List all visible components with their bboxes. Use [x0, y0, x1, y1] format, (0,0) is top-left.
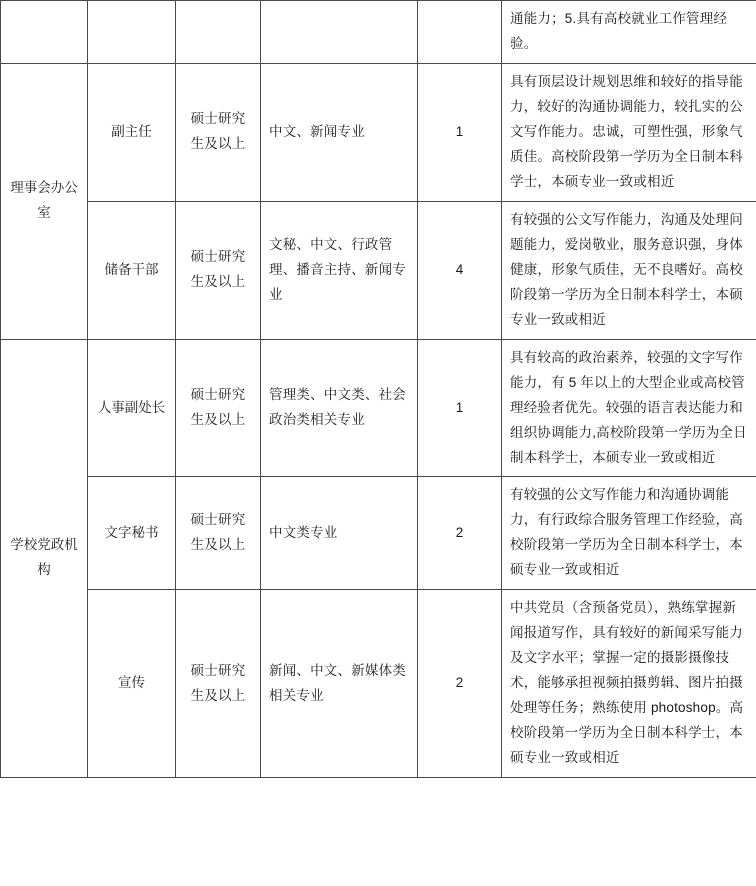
table-row: [1, 590, 756, 778]
cell-post: 储备干部: [88, 201, 176, 339]
cell-post: 宣传: [88, 590, 176, 778]
cell-requirements: 中共党员（含预备党员），熟练掌握新闻报道写作，具有较好的新闻采写能力及文字水平；掌握一定的摄影摄像技术，能够承担视频拍摄剪辑、图片拍摄处理等任务；熟练使用 photoshop。高校阶段第一学历为全日制本科学士，本硕专业一致或相近: [502, 590, 756, 778]
cell-dept: 学校党政机构: [1, 339, 88, 778]
cell-requirements: 具有顶层设计规划思维和较好的指导能力，较好的沟通协调能力，较扎实的公文写作能力。忠诚，可塑性强，形象气质佳。高校阶段第一学历为全日制本科学士，本硕专业一致或相近: [502, 63, 756, 201]
cell-major: [261, 1, 418, 64]
cell-major: 中文类专业: [261, 477, 418, 590]
cell-requirements: 具有较高的政治素养，较强的文字写作能力，有 5 年以上的大型企业或高校管理经验者优先。较强的语言表达能力和组织协调能力,高校阶段第一学历为全日制本科学士，本硕专业一致或相近: [502, 339, 756, 477]
cell-number: 4: [418, 201, 502, 339]
cell-post: [88, 1, 176, 64]
cell-requirements: 有较强的公文写作能力和沟通协调能力，有行政综合服务管理工作经验，高校阶段第一学历为全日制本科学士，本硕专业一致或相近: [502, 477, 756, 590]
cell-number: 2: [418, 477, 502, 590]
cell-dept: 理事会办公室: [1, 63, 88, 339]
cell-number: [418, 1, 502, 64]
cell-post: 副主任: [88, 63, 176, 201]
cell-edu: 硕士研究生及以上: [176, 63, 261, 201]
cell-number: 1: [418, 339, 502, 477]
cell-edu: [176, 1, 261, 64]
cell-requirements: 通能力；5.具有高校就业工作管理经验。: [502, 1, 756, 64]
table-row: [1, 339, 756, 477]
cell-major: 中文、新闻专业: [261, 63, 418, 201]
table-row: [1, 201, 756, 339]
cell-major: 文秘、中文、行政管理、播音主持、新闻专业: [261, 201, 418, 339]
cell-requirements: 有较强的公文写作能力，沟通及处理问题能力，爱岗敬业，服务意识强，身体健康，形象气质佳，无不良嗜好。高校阶段第一学历为全日制本科学士，本硕专业一致或相近: [502, 201, 756, 339]
cell-number: 2: [418, 590, 502, 778]
table-row: [1, 1, 756, 64]
cell-major: 管理类、中文类、社会政治类相关专业: [261, 339, 418, 477]
cell-edu: 硕士研究生及以上: [176, 201, 261, 339]
cell-number: 1: [418, 63, 502, 201]
cell-dept: [1, 1, 88, 64]
cell-post: 文字秘书: [88, 477, 176, 590]
cell-major: 新闻、中文、新媒体类相关专业: [261, 590, 418, 778]
cell-edu: 硕士研究生及以上: [176, 590, 261, 778]
cell-edu: 硕士研究生及以上: [176, 339, 261, 477]
table-row: [1, 477, 756, 590]
cell-post: 人事副处长: [88, 339, 176, 477]
cell-edu: 硕士研究生及以上: [176, 477, 261, 590]
table-row: [1, 63, 756, 201]
